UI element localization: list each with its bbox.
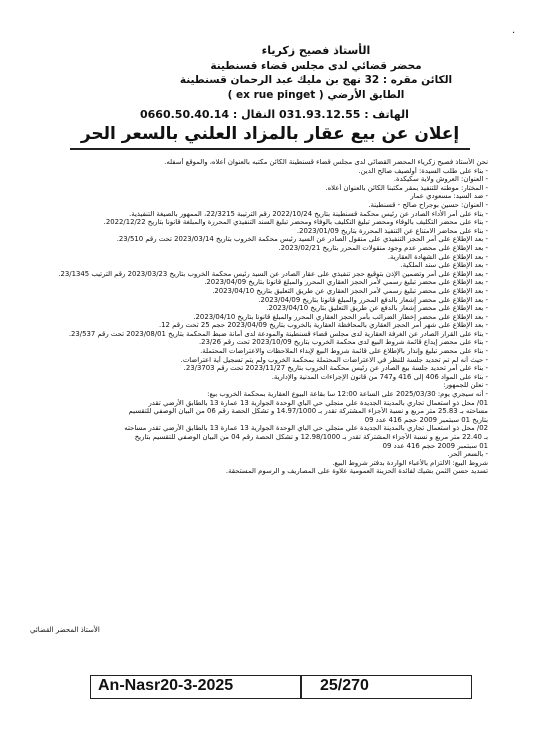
body-line: - بعد الإطلاع على الشهادة العقارية. bbox=[387, 252, 488, 261]
body-line: تسديد حسن الثمن بشيك لفائدة الحزينة العمومية علاوة على المصاريف و الرسوم المستحقة. bbox=[225, 467, 488, 476]
body-line: - ضد السيد: مسعودي عمار bbox=[410, 192, 488, 201]
body-line: - بعد الإطلاع على محضر تبليغ رسمي لأمر الحجز العقاري عن طريق التعليق بتاريخ 2023/04/10. bbox=[212, 286, 488, 295]
body-line: بتاريخ 01 سبتمبر 2009 حجم 416 عدد 09 bbox=[364, 415, 488, 424]
body-line: - بناء على محضر التكليف بالوفاء ومحضر تبليغ التكليف بالوفاء ومحضر تبليغ السند التنفيذي المحررة والمبلغة قانونا بتاريخ 2022/12/22. bbox=[103, 218, 488, 227]
footer-divider bbox=[300, 676, 302, 698]
body-line: - بناء على المواد 406 إلى 416 و747 من قانون الإجراءات المدنية والإدارية. bbox=[271, 372, 488, 381]
body-line: - بناء على محاضر الامتناع عن التنفيذ المحررة بتاريخ 2023/01/09. bbox=[296, 226, 488, 235]
body-line: - بناء على محضر إيداع قائمة شروط البيع لدى محكمة الخروب بتاريخ 2023/10/09 تحت رقم 23/26. bbox=[198, 338, 488, 347]
body-line: - العنوان: حسين بوجراح صالح - قسنطينة. bbox=[368, 200, 488, 209]
title-divider bbox=[70, 148, 470, 150]
bailiff-address-floor: ( ex rue pinget ) الطابق الأرضي bbox=[227, 88, 405, 101]
body-line: 01/ محل ذو استعمال تجاري بالمدينة الجديدة علي منجلي حي الباي الوحدة الجوارية 13 عمارة 13 بالطابق الأرضي تقدر bbox=[148, 398, 488, 407]
body-line: - أنه سيجري يوم: 2025/03/30 على الساعة 12:00 سا بقاعة البيوع العقارية بمحكمة الخروب بيع: bbox=[207, 390, 488, 399]
body-line: - بعد الإطلاع على شهر أمر الحجز العقاري بالمحافظة العقارية بالخروب بتاريخ 2023/04/09 حجم 25 تحت رقم 12. bbox=[158, 321, 488, 330]
announcement-body bbox=[40, 158, 488, 476]
body-line: شروط البيع: الالتزام بالأعباء الواردة بدفتر شروط البيع. bbox=[332, 458, 488, 467]
bailiff-title: محضر قضائي لدى مجلس قضاء قسنطينة bbox=[210, 59, 422, 72]
body-line: - بعد الإطلاع على سند الملكية. bbox=[400, 261, 488, 270]
body-line: - حيث أنه لم تم تحديد جلسة للنظر في الاعتراضات المحتملة بمحكمة الخروب ولم يتم تسجيل أية اعتراضات. bbox=[180, 355, 488, 364]
body-line: - بناء على أمر الأداء الصادر عن رئيس محكمة قسنطينة بتاريخ 2022/10/24 رقم الترتيبة 22/3215، الممهور بالصيغة التنفيذية. bbox=[129, 209, 488, 218]
body-line: - بناء على أمر تحديد جلسة بيع الصادر عن رئيس محكمة الخروب بتاريخ 2023/11/27 تحت رقم 23/3703. bbox=[183, 364, 488, 373]
body-line: - نعلن للجمهور: bbox=[443, 381, 488, 390]
body-line: 02/ محل ذو استعمال تجاري بالمدينة الجديدة علي منجلي حي الباي الوحدة الجوارية 13 عمارة 13 بالطابق الأرضي تقدر مساحته bbox=[124, 424, 488, 433]
body-line: بـ 22.40 متر مربع و نسبة الأجزاء المشتركة تقدر بـ 12.98/1000 و تشكل الحصة رقم 04 من البيان الوصفي للتقسيم بتاريخ bbox=[134, 433, 488, 441]
bailiff-name: الأستاذ فصيح زكرياء bbox=[261, 44, 371, 57]
body-line: - بالسعر الحر. bbox=[447, 450, 488, 459]
body-line: - بناء على طلب السيدة: أولصيف صالح الدين. bbox=[358, 166, 488, 175]
body-line: - بعد الإطلاع على أمر وتضمين الإذن بتوقيع حجز تنفيذي على عقار الصادر عن السيد رئيس محكمة الخروب بتاريخ 2023/03/23 رقم الترتيب 23/1345. bbox=[58, 269, 488, 278]
announcement-title: إعلان عن بيع عقار بالمزاد العلني بالسعر الحر bbox=[80, 124, 460, 144]
bailiff-phone: الهاتف : 031.93.12.55 النقال : 0660.50.40.14 bbox=[140, 108, 409, 121]
body-line: 01 سبتمبر 2009 حجم 416 عدد 09 bbox=[382, 441, 488, 450]
body-line: - بعد الإطلاع على محضر إخطار الضرائب بأمر الحجز العقاري المحرر والمبلغ قانونا بتاريخ 2023/04/10. bbox=[193, 312, 488, 321]
scan-mark: · bbox=[512, 28, 516, 39]
signature-label: الأستاذ المحضر القضائي bbox=[30, 626, 100, 634]
body-line: - بناء على القرار الصادر عن الغرفة العقارية لدى مجلس قضاء قسنطينة والمودعة لدى أمانة ضبط المحكمة بتاريخ 2023/08/01 تحت رقم 23/537. bbox=[68, 329, 488, 338]
body-line: مساحته بـ 25.83 متر مربع و نسبة الأجزاء المشتركة تقدر بـ 14.97/1000 و تشكل الحصة رقم 06 من البيان الوصفي للتقسيم bbox=[128, 407, 488, 416]
body-line: - المختار: موطنه للتنفيذ بمقر مكتبنا الكائن بالعنوان أعلاه. bbox=[325, 183, 488, 192]
body-line: - بناء على محضر تبليغ وإنذار بالإطلاع على قائمة شروط البيع لإبداء الملاحظات والاعتراضات المحتملة. bbox=[200, 347, 488, 356]
body-line: - بعد الإطلاع على محضر تبليغ رسمي لأمر الحجز العقاري المحرر والمبلغ قانونا بتاريخ 2023/04/09. bbox=[204, 278, 488, 287]
bailiff-header bbox=[166, 44, 466, 102]
bailiff-address: الكائن مقره : 32 نهج بن مليك عبد الرحمان قسنطينة bbox=[179, 74, 453, 86]
newspaper-date: An-Nasr20-3-2025 bbox=[98, 677, 234, 694]
body-line: - بعد الإطلاع على محضر عدم وجود منقولات المحرر بتاريخ 2023/02/21. bbox=[278, 243, 488, 252]
body-line: - بعد الإطلاع على محضر إشعار بالدفع المحرر والمبلغ قانونا بتاريخ 2023/04/09. bbox=[258, 295, 488, 304]
body-line: نحن الأستاذ فصيح زكرياء المحضر القضائي لدى مجلس قضاء قسنطينة الكائن مكتبه بالعنوان أعلاه، والموقع أسفله. bbox=[164, 158, 488, 166]
body-line: - بعد الإطلاع على محضر إشعار بالدفع عن طريق التعليق بتاريخ 2023/04/10. bbox=[266, 304, 488, 313]
announcement-ref: 25/270 bbox=[320, 677, 369, 694]
body-line: - بعد الإطلاع على أمر الحجز التنفيذي على منقول الصادر عن السيد رئيس محكمة الخروب بتاريخ 2023/03/14 تحت رقم 23/510. bbox=[116, 235, 488, 244]
body-line: - العنوان: العروش ولاية سكيكدة. bbox=[393, 175, 488, 184]
